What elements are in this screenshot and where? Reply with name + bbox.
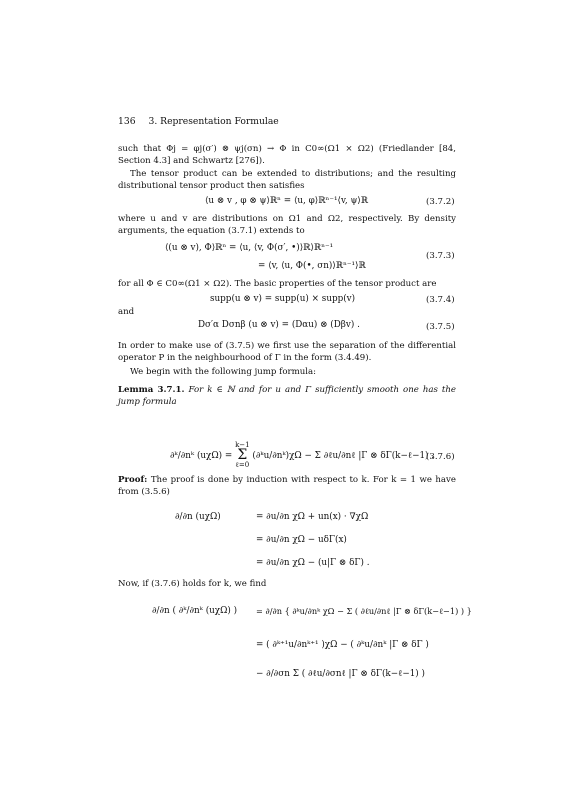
proof-eq-line3: = ∂u/∂n χΩ − (u|Γ ⊗ δΓ) .: [256, 558, 370, 568]
equation-3-7-3-line1: ⟨(u ⊗ v), Φ⟩ℝⁿ = ⟨u, ⟨v, Φ(σ′, •)⟩ℝ⟩ℝⁿ⁻¹: [165, 243, 334, 253]
proof-eq-lhs: ∂/∂n (uχΩ): [175, 512, 221, 522]
paragraph-7: Now, if (3.7.6) holds for k, we find: [118, 579, 267, 589]
eq-3-7-6-sum: k−1 Σ ℓ=0: [235, 441, 250, 469]
paragraph-6: We begin with the following jump formula:: [130, 367, 317, 377]
paragraph-1: such that Φj = φj(σ′) ⊗ ψj(σn) → Φ in C0∞(Ω1 × Ω2) (Friedlander [84, Section 4.3] and Schwartz [276]).: [118, 144, 456, 167]
eq-3-7-6-rhs: (∂ᵏu/∂nᵏ)χΩ − Σ ∂ℓu/∂nℓ |Γ ⊗ δΓ(k−ℓ−1) .: [252, 451, 435, 461]
equation-3-7-2: ⟨u ⊗ v , φ ⊗ ψ⟩ℝⁿ = ⟨u, φ⟩ℝⁿ⁻¹⟨v, ψ⟩ℝ: [205, 196, 369, 206]
and-text: and: [118, 307, 135, 317]
induction-eq-line2: = ( ∂ᵏ⁺¹u/∂nᵏ⁺¹ )χΩ − ( ∂ᵏu/∂nᵏ |Γ ⊗ δΓ ): [256, 640, 429, 650]
equation-3-7-3-line2: = ⟨v, ⟨u, Φ(•, σn)⟩ℝⁿ⁻¹⟩ℝ: [258, 261, 366, 271]
running-header: [118, 116, 279, 127]
proof-eq-line1: = ∂u/∂n χΩ + un(x) · ∇χΩ: [256, 512, 369, 522]
proof-body: The proof is done by induction with respect to k. For k = 1 we have from (3.5.6): [118, 475, 456, 498]
eqno-3-7-2: (3.7.2): [426, 197, 455, 207]
equation-3-7-4: supp(u ⊗ v) = supp(u) × supp(v): [210, 294, 356, 304]
section-title: 3. Representation Formulae: [148, 116, 279, 127]
lemma: [118, 384, 456, 409]
page-number: 136: [118, 116, 136, 127]
proof-eq-line2: = ∂u/∂n χΩ − uδΓ(x): [256, 535, 347, 545]
induction-eq-lhs: ∂/∂n ( ∂ᵏ/∂nᵏ (uχΩ) ): [152, 606, 238, 616]
induction-eq-line1: = ∂/∂n { ∂ᵏu/∂nᵏ χΩ − Σ ( ∂ℓu/∂nℓ |Γ ⊗ δΓ(k−ℓ−1) ) }: [256, 606, 472, 616]
paragraph-3: where u and v are distributions on Ω1 and Ω2, respectively. By density arguments, the equation (3.7.1) extends to: [118, 214, 456, 237]
lemma-title: Lemma 3.7.1.: [118, 385, 185, 395]
proof-title: Proof:: [118, 475, 148, 485]
eqno-3-7-5: (3.7.5): [426, 322, 455, 332]
eq-3-7-6-lhs: ∂ᵏ/∂nᵏ (uχΩ) =: [170, 451, 233, 461]
eqno-3-7-6: (3.7.6): [426, 452, 455, 462]
lemma-body: For k ∈ ℕ and for u and Γ sufficiently smooth one has the jump formula: [118, 385, 457, 408]
equation-3-7-6: [170, 442, 434, 469]
paragraph-2: The tensor product can be extended to distributions; and the resulting distributional tensor product then satisfies: [118, 169, 456, 192]
paragraph-5: In order to make use of (3.7.5) we first use the separation of the differential operator P in the neighbourhood of Γ in the form (3.4.49).: [118, 341, 456, 364]
paragraph-4: for all Φ ∈ C0∞(Ω1 × Ω2). The basic properties of the tensor product are: [118, 279, 437, 289]
sum-upper: k−1: [235, 441, 250, 449]
eqno-3-7-4: (3.7.4): [426, 295, 455, 305]
proof: [118, 474, 456, 499]
eqno-3-7-3: (3.7.3): [426, 251, 455, 261]
sum-lower: ℓ=0: [235, 461, 250, 469]
equation-3-7-5: Dσ′α Dσnβ (u ⊗ v) = (Dαu) ⊗ (Dβv) .: [198, 320, 360, 330]
induction-eq-line3: − ∂/∂σn Σ ( ∂ℓu/∂σnℓ |Γ ⊗ δΓ(k−ℓ−1) ): [256, 669, 425, 679]
